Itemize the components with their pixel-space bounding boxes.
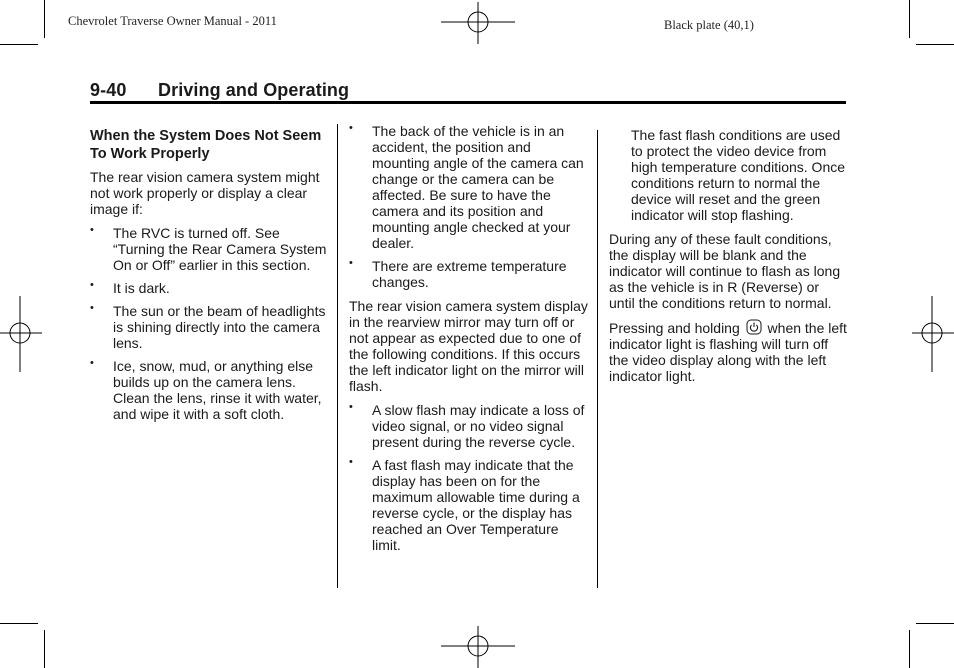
list-item-text: The back of the vehicle is in an accident, the position and mounting angle of the camera can change or the camera can be affected. Be sure to have the camera and its position and mounting angle checked at your dealer. <box>372 123 584 251</box>
condition-list <box>90 225 328 422</box>
registration-mark-top <box>441 2 515 44</box>
section-title: Driving and Operating <box>158 80 350 100</box>
list-item <box>90 303 328 351</box>
bullet: • <box>349 257 353 269</box>
title-rule <box>90 101 846 104</box>
crop-mark <box>0 623 38 624</box>
crop-mark <box>44 630 45 668</box>
crop-mark <box>909 630 910 668</box>
list-item-text: A slow flash may indicate a loss of video signal, or no video signal present during the reverse cycle. <box>372 402 585 450</box>
column-divider <box>337 124 338 588</box>
list-item <box>349 457 589 553</box>
list-item-text: The RVC is turned off. See “Turning the Rear Camera System On or Off” earlier in this section. <box>113 225 327 273</box>
paragraph: During any of these fault conditions, the display will be blank and the indicator will continue to flash as long as the vehicle is in R (Reverse) or until the conditions return to normal. <box>609 231 841 311</box>
column-2 <box>349 123 589 561</box>
column-3 <box>609 127 847 392</box>
crop-mark <box>909 0 910 38</box>
crop-mark <box>916 44 954 45</box>
crop-mark <box>0 44 38 45</box>
registration-mark-left <box>0 296 42 372</box>
power-button-icon <box>746 319 762 335</box>
bullet: • <box>90 357 94 369</box>
list-item-text: Ice, snow, mud, or anything else builds up on the camera lens. Clean the lens, rinse it with water, and wipe it with a soft cloth. <box>113 358 322 422</box>
column-divider <box>597 130 598 588</box>
list-item-text: A fast flash may indicate that the display has been on for the maximum allowable time during a reverse cycle, or the display has reached an Over Temperature limit. <box>372 457 580 553</box>
plate-label: Black plate (40,1) <box>664 18 754 32</box>
list-item-text: The sun or the beam of headlights is shining directly into the camera lens. <box>113 303 326 351</box>
intro-paragraph: The rear vision camera system might not work properly or display a clear image if: <box>90 169 320 217</box>
crop-mark <box>44 0 45 38</box>
registration-mark-right <box>912 296 954 372</box>
bullet: • <box>349 401 353 413</box>
list-item-text: There are extreme temperature changes. <box>372 258 567 290</box>
list-item <box>349 123 589 251</box>
list-item <box>349 258 589 290</box>
bullet: • <box>90 224 94 236</box>
bullet: • <box>90 302 94 314</box>
condition-list-continued <box>349 123 589 290</box>
flash-list <box>349 402 589 553</box>
paragraph <box>609 319 847 384</box>
manual-title: Chevrolet Traverse Owner Manual - 2011 <box>68 14 277 28</box>
page-number: 9-40 <box>90 80 127 100</box>
bullet: • <box>90 279 94 291</box>
paragraph-text: Pressing and holding <box>609 320 740 336</box>
list-item <box>349 402 589 450</box>
paragraph: The rear vision camera system display in the rearview mirror may turn off or not appear as expected due to one of the following conditions. If this occurs the left indicator light on the mirror will flash. <box>349 298 588 394</box>
section-header <box>90 80 846 101</box>
list-item <box>90 280 328 296</box>
subheading: When the System Does Not Seem To Work Properly <box>90 128 322 162</box>
list-item <box>90 225 328 273</box>
list-item <box>90 358 328 422</box>
list-item-text: It is dark. <box>113 280 170 296</box>
paragraph-text: when the left indicator light is flashing will turn off the video display along with the left indicator light. <box>609 320 847 384</box>
bullet: • <box>349 122 353 134</box>
bullet: • <box>349 456 353 468</box>
crop-mark <box>916 623 954 624</box>
indented-paragraph: The fast flash conditions are used to protect the video device from high temperature conditions. Once conditions return to normal the device will reset and the green indicator will stop flashing. <box>631 127 846 223</box>
registration-mark-bottom <box>441 626 515 668</box>
column-1 <box>90 127 328 430</box>
